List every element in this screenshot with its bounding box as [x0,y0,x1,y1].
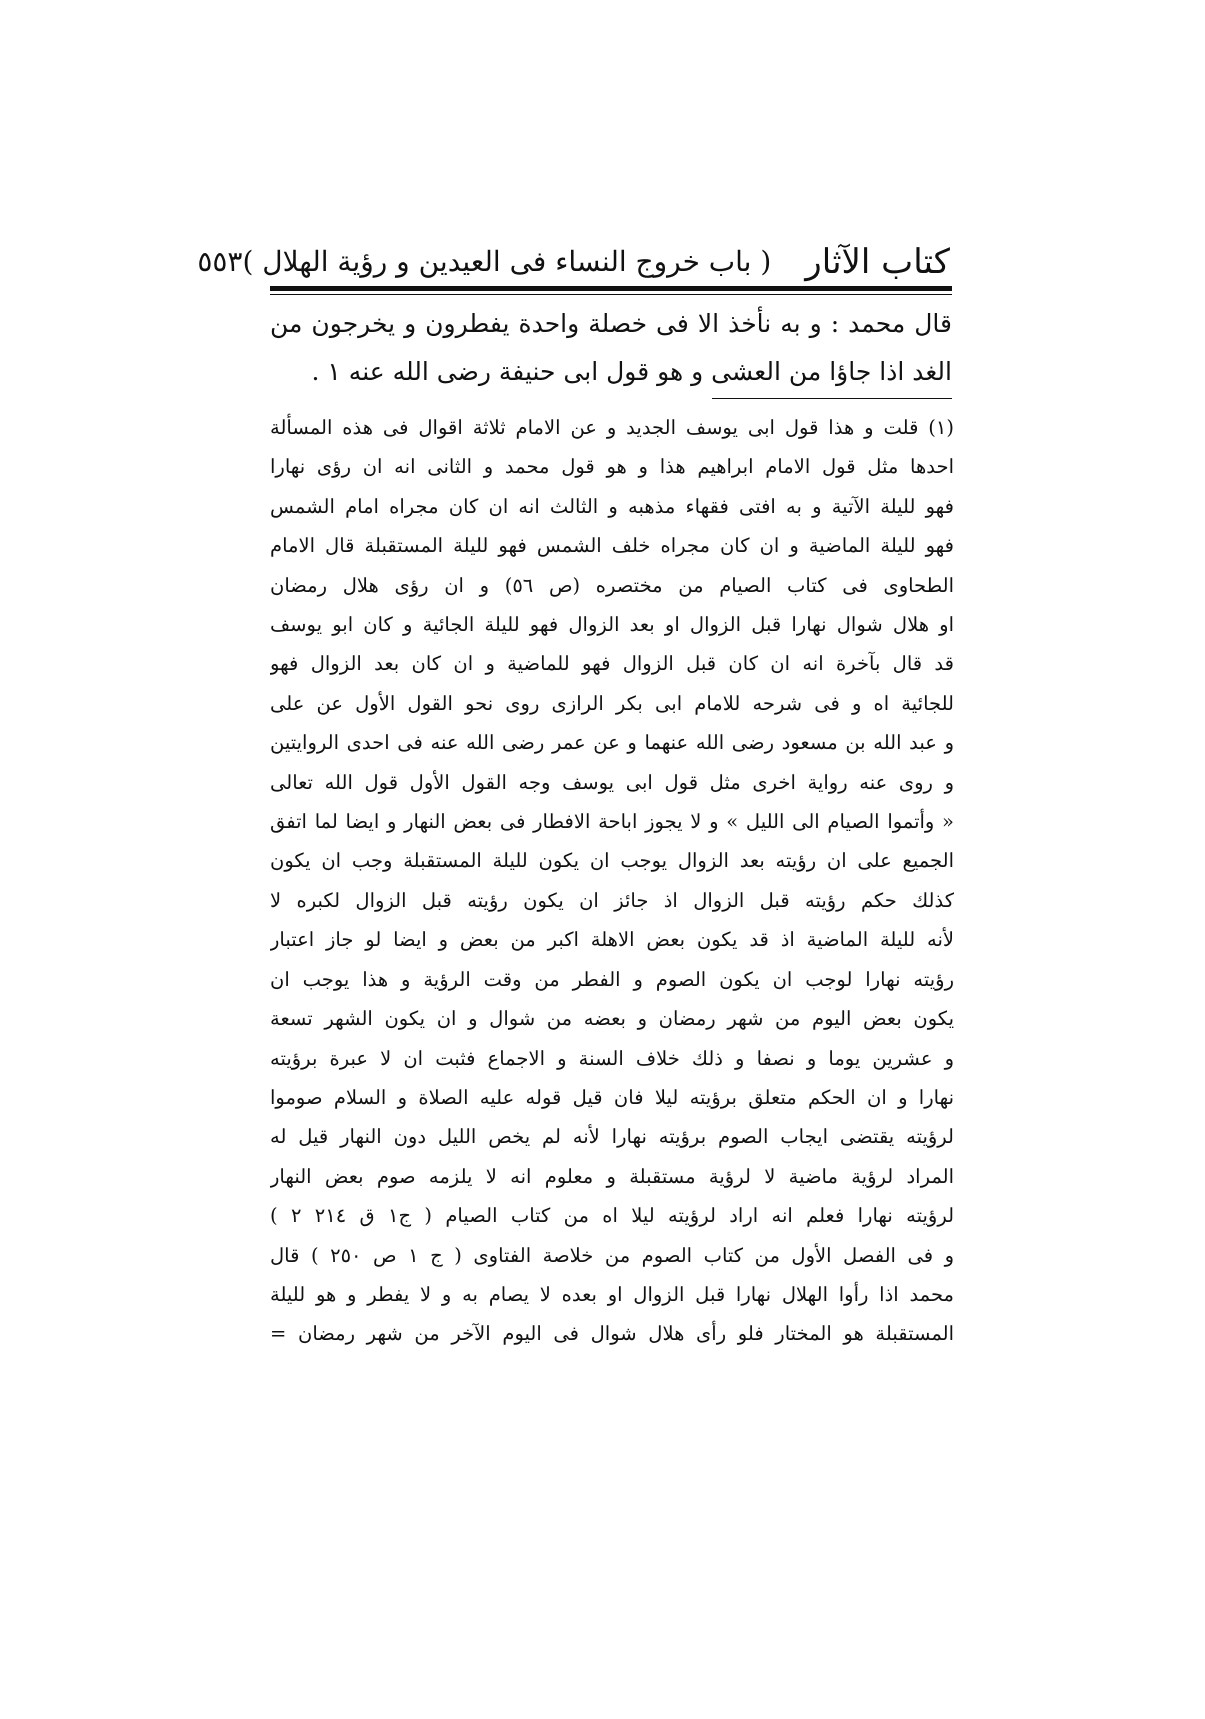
footnote-line: فهو لليلة الماضية و ان كان مجراه خلف الشمس فهو لليلة المستقبلة قال الامام [270,534,954,558]
chapter-title: ( باب خروج النساء فى العيدين و رؤية الهلال ) [242,245,772,278]
footnote-line: الطحاوى فى كتاب الصيام من مختصره (ص ٥٦) و ان رؤى هلال رمضان [270,573,954,597]
footnote-line: للجائية اه و فى شرحه للامام ابى بكر الرازى روى نحو القول الأول عن على [270,691,954,715]
footnote-line: و عشرين يوما و نصفا و ذلك خلاف السنة و الاجماع فثبت ان لا عبرة برؤيته [270,1046,954,1070]
footnote-block [270,408,954,1354]
footnote-line: و روى عنه رواية اخرى مثل قول ابى يوسف وجه القول الأول قول الله تعالى [270,770,954,794]
footnote-line: المراد لرؤية ماضية لا لرؤية مستقبلة و معلوم انه لا يلزمه صوم بعض النهار [270,1164,954,1188]
footnote-line: و فى الفصل الأول من كتاب الصوم من خلاصة الفتاوى ( ج ١ ص ٢٥٠ ) قال [270,1243,954,1267]
footnote-line: قد قال بآخرة انه ان كان قبل الزوال فهو للماضية و ان كان بعد الزوال فهو [270,652,954,676]
footnote-line: يكون بعض اليوم من شهر رمضان و بعضه من شوال و ان يكون الشهر تسعة [270,1007,954,1031]
footnote-line: محمد اذا رأوا الهلال نهارا قبل الزوال او بعده لا يصام به و لا يفطر و هو لليلة [270,1282,954,1306]
running-header [197,232,950,282]
book-title: كتاب الآثار [805,242,950,282]
footnote-line: الجميع على ان رؤيته بعد الزوال يوجب ان يكون لليلة المستقبلة وجب ان يكون [270,849,954,873]
footnote-line: لأنه لليلة الماضية اذ قد يكون بعض الاهلة اكبر من بعض و ايضا لو جاز اعتبار [270,928,954,952]
footnote-line: كذلك حكم رؤيته قبل الزوال اذ جائز ان يكون رؤيته قبل الزوال لكبره لا [270,888,954,912]
footnote-line: لرؤيته نهارا فعلم انه اراد لرؤيته ليلا اه من كتاب الصيام ( ج١ ق ٢١٤ ٢ ) [270,1204,954,1228]
footnote-line: (١) قلت و هذا قول ابى يوسف الجديد و عن الامام ثلاثة اقوال فى هذه المسألة [270,416,954,439]
main-text-block [270,300,952,396]
footnote-line: لرؤيته يقتضى ايجاب الصوم برؤيته نهارا لأنه لم يخص الليل دون النهار قيل له [270,1125,954,1149]
footnote-line: المستقبلة هو المختار فلو رأى هلال شوال فى اليوم الآخر من شهر رمضان = [270,1322,954,1346]
footnote-line: او هلال شوال نهارا قبل الزوال او بعد الزوال فهو لليلة الجائية و كان ابو يوسف [270,613,954,637]
page-number: ٥٥٣ [197,245,243,278]
header-rule [270,286,952,291]
footnote-separator [712,398,952,399]
header-rule-thin [270,294,952,295]
footnote-line: « وأتموا الصيام الى الليل » و لا يجوز اباحة الافطار فى بعض النهار و ايضا لما اتفق [270,810,954,834]
footnote-line: و عبد الله بن مسعود رضى الله عنهما و عن عمر رضى الله عنه فى احدى الروايتين [270,731,954,755]
footnote-line: احدها مثل قول الامام ابراهيم هذا و هو قول محمد و الثانى انه ان رؤى نهارا [270,455,954,479]
footnote-line: فهو لليلة الآتية و به افتى فقهاء مذهبه و الثالث انه ان كان مجراه امام الشمس [270,494,954,518]
main-paragraph: قال محمد : و به نأخذ الا فى خصلة واحدة يفطرون و يخرجون من الغد اذا جاؤا من العشى و هو قول ابى حنيفة رضى الله عنه ١ . [270,309,952,386]
footnote-line: نهارا و ان الحكم متعلق برؤيته ليلا فان قيل قوله عليه الصلاة و السلام صوموا [270,1085,954,1109]
footnote-line: رؤيته نهارا لوجب ان يكون الصوم و الفطر من وقت الرؤية و هذا يوجب ان [270,967,954,991]
